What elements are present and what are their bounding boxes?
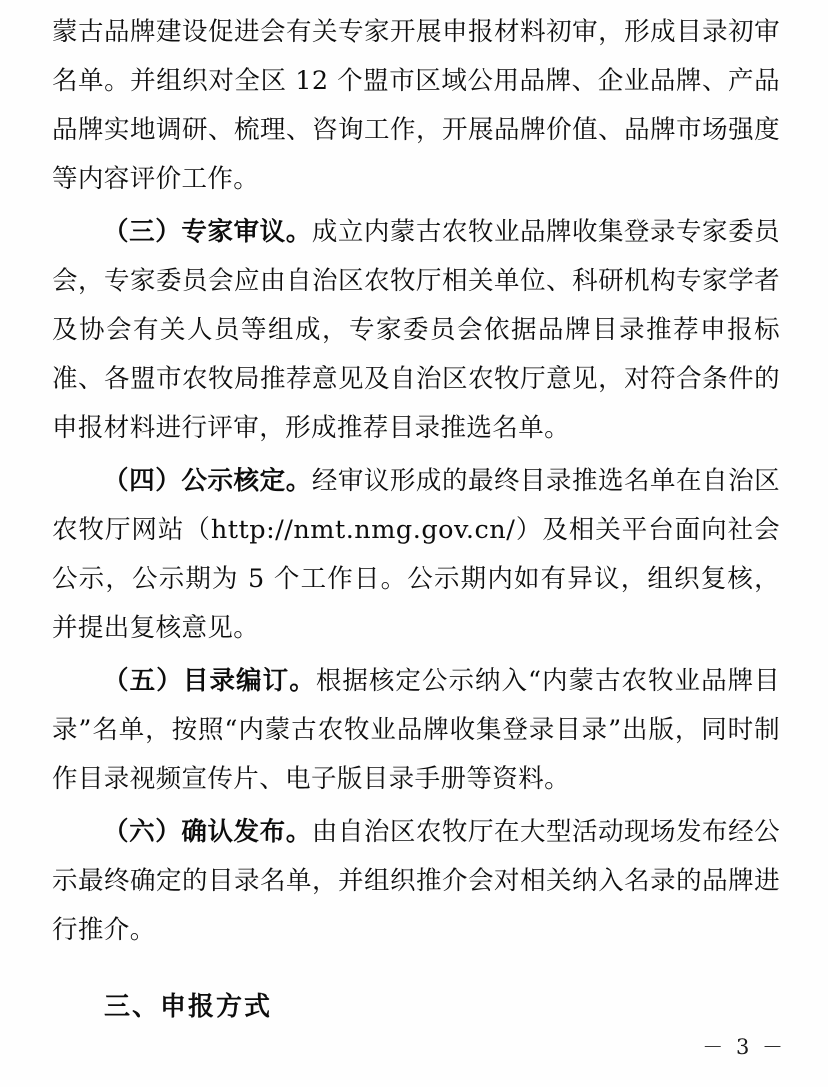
paragraph-publicity-approval bbox=[52, 457, 780, 653]
section-heading-application-method: 三、申报方式 bbox=[104, 992, 273, 1022]
government-website-url: http://nmt.nmg.gov.cn/ bbox=[210, 515, 516, 545]
paragraph-heading-expert-review: （三）专家审议。 bbox=[103, 217, 312, 247]
paragraph-catalog-compilation bbox=[52, 657, 780, 804]
paragraph-text-after-url: ）及相关平台面向社会公示，公示期为 5 个工作日。公示期内如有异议，组织复核，并提出复核意见。 bbox=[52, 515, 780, 643]
paragraph-heading-catalog-compilation: （五）目录编订。 bbox=[103, 666, 316, 696]
paragraph-text-confirm-release: 由自治区农牧厅在大型活动现场发布经公示最终确定的目录名单，并组织推介会对相关纳入名录的品牌进行推介。 bbox=[52, 817, 780, 945]
paragraph-text-before-url: 经审议形成的最终目录推选名单在自治区农牧厅网站（ bbox=[52, 466, 780, 545]
paragraph-heading-publicity-approval: （四）公示核定。 bbox=[103, 466, 312, 496]
paragraph-continuation: 蒙古品牌建设促进会有关专家开展申报材料初审，形成目录初审名单。并组织对全区 12 个盟市区域公用品牌、企业品牌、产品品牌实地调研、梳理、咨询工作，开展品牌价值、品牌市场强度等内容评价工作。 bbox=[52, 17, 780, 194]
page-number: － 3 － bbox=[702, 1035, 786, 1059]
paragraph-text-expert-review: 成立内蒙古农牧业品牌收集登录专家委员会，专家委员会应由自治区农牧厅相关单位、科研机构专家学者及协会有关人员等组成，专家委员会依据品牌目录推荐申报标准、各盟市农牧局推荐意见及自治区农牧厅意见，对符合条件的申报材料进行评审，形成推荐目录推选名单。 bbox=[52, 217, 780, 443]
paragraph-heading-confirm-release: （六）确认发布。 bbox=[103, 817, 312, 847]
paragraph-expert-review bbox=[52, 208, 780, 453]
paragraph-text-catalog-compilation: 根据核定公示纳入“内蒙古农牧业品牌目录”名单，按照“内蒙古农牧业品牌收集登录目录”出版，同时制作目录视频宣传片、电子版目录手册等资料。 bbox=[52, 666, 780, 794]
paragraph-confirm-release bbox=[52, 808, 780, 955]
document-body bbox=[52, 8, 780, 1029]
